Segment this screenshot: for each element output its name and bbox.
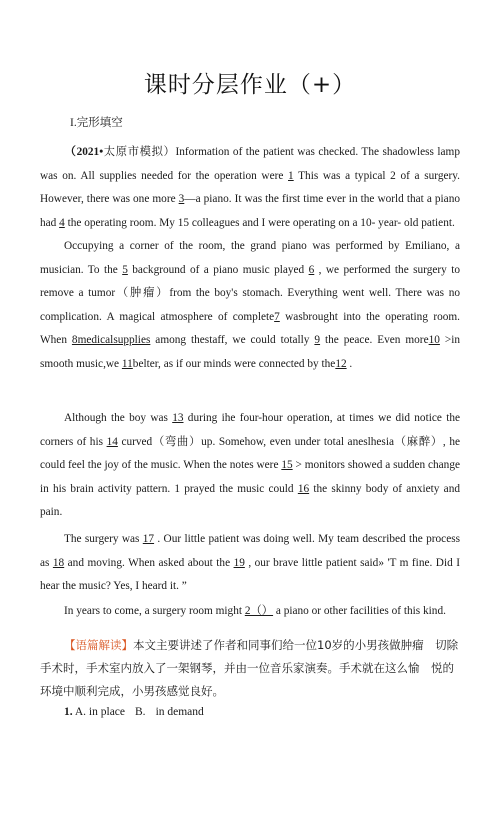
note-text: 本文主要讲述了作者和同事们给一位10岁的小男孩做肿瘤 切除手术时，手术室内放入了一架钢琴，并由一位音乐家演奏。手术就在这么愉 悦的环境中顺利完成，小男孩感觉良好。 xyxy=(40,638,459,698)
passage-paragraph-3 xyxy=(40,407,460,525)
blank-5: 5 xyxy=(122,263,128,276)
section-heading: I.完形填空 xyxy=(70,117,123,129)
blank-19: 19 xyxy=(233,556,245,569)
blank-16: 16 xyxy=(297,482,310,495)
passage-text: among thestaff, we could totally xyxy=(150,334,315,347)
passage-text: wasbrought into the operating room. When xyxy=(40,310,460,347)
passage-text: the operating room. My 15 colleagues and I were operating on a 10- year- old patient. xyxy=(64,216,455,229)
source-place: 太原市模拟） xyxy=(103,146,176,158)
passage-text: the skinny body of anxiety and pain. xyxy=(40,482,460,519)
blank-15: 15 xyxy=(281,459,293,472)
blank-11: 11 xyxy=(121,357,133,370)
passage-text: > monitors showed a sudden change in his brain activity pattern. 1 prayed the music could xyxy=(40,459,460,495)
blank-8: 8medicalsupplies xyxy=(71,334,151,347)
passage-paragraph-1 xyxy=(40,141,460,235)
option-a: A. in place xyxy=(74,706,126,718)
blank-9: 9 xyxy=(314,334,321,347)
passage-text: , our brave little patient said» 'T m fine. Did I hear the music? Yes, I heard it. ” xyxy=(40,556,460,593)
blank-13: 13 xyxy=(172,412,184,424)
passage-paragraph-5 xyxy=(40,600,460,624)
question-number: 1. xyxy=(64,706,73,718)
passage-paragraph-4 xyxy=(40,528,460,599)
passage-text: . xyxy=(346,357,353,370)
page-title: 课时分层作业（+） xyxy=(143,72,357,98)
blank-12: 12 xyxy=(335,357,347,370)
passage-paragraph-2 xyxy=(40,235,460,377)
passage-text: background of a piano music played xyxy=(127,263,309,276)
note-tag: 【语篇解读】 xyxy=(64,638,133,652)
blank-14: 14 xyxy=(106,435,118,448)
passage-text: during ihe four-hour operation, at times we did notice the corners of his xyxy=(40,412,460,448)
source-year: （2021• xyxy=(64,146,104,158)
passage-text: Occupying a corner of the room, the grand piano was performed by Emiliano, a musician. To the xyxy=(40,240,460,276)
passage-text: Although the boy was xyxy=(64,412,173,424)
blank-17: 17 xyxy=(142,533,155,545)
blank-1: 1 xyxy=(288,169,294,182)
passage-text: In years to come, a surgery room might xyxy=(64,605,245,617)
passage-text: >in smooth music,we xyxy=(40,334,460,370)
question-1 xyxy=(64,706,204,718)
option-b-label: B. xyxy=(135,706,146,718)
blank-20: 2（） xyxy=(244,605,274,617)
blank-3: 3 xyxy=(178,193,185,206)
blank-7: 7 xyxy=(274,310,280,323)
option-b-text: in demand xyxy=(155,706,204,718)
blank-18: 18 xyxy=(52,556,65,569)
passage-text: The surgery was xyxy=(64,533,143,545)
passage-text: This was a typical 2 of a surgery. However, there was one more xyxy=(40,169,460,206)
blank-6: 6 xyxy=(308,263,315,276)
passage-text: belter, as if our minds were connected by the xyxy=(132,357,336,370)
passage-text: Information of the patient was checked. The shadowless lamp was on. All supplies needed for the operation were xyxy=(40,146,460,182)
blank-10: 10 xyxy=(428,334,440,347)
blank-4: 4 xyxy=(59,216,65,229)
passage-text: , we performed the surgery to remove a tumor（肿瘤）from the boy's stomach. Everything went well. There was no complication. A magical atmosphere of complete xyxy=(40,263,460,323)
passage-text: a piano or other facilities of this kind. xyxy=(273,605,446,617)
passage-text: curved（弯曲）up. Somehow, even under total aneslhesia（麻醉）, he could feel the joy of the music. When the notes were xyxy=(40,435,460,472)
passage-text: the peace. Even more xyxy=(320,334,429,347)
passage-text: and moving. When asked about the xyxy=(64,556,234,569)
passage-text: . Our little patient was doing well. My team described the process as xyxy=(40,533,460,569)
passage-summary-note xyxy=(40,634,462,703)
passage-text: —a piano. It was the first time ever in the world that a piano had xyxy=(40,193,460,229)
